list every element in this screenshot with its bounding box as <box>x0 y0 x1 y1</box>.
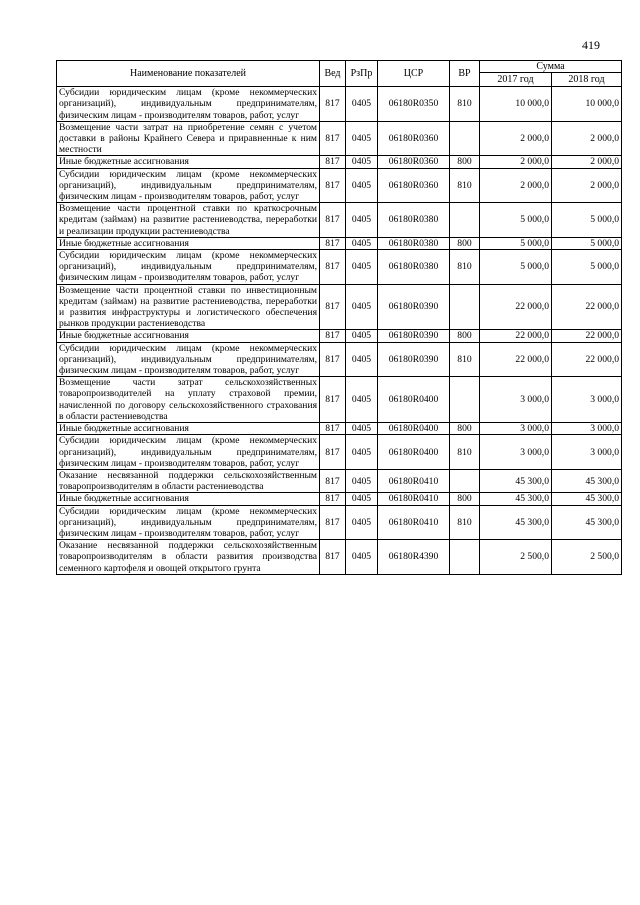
cell-rzpr: 0405 <box>346 540 378 575</box>
cell-ved: 817 <box>320 469 346 492</box>
cell-vr: 810 <box>450 250 480 285</box>
cell-rzpr: 0405 <box>346 121 378 156</box>
cell-rzpr: 0405 <box>346 156 378 168</box>
cell-ved: 817 <box>320 342 346 377</box>
cell-rzpr: 0405 <box>346 505 378 540</box>
cell-ved: 817 <box>320 423 346 435</box>
cell-csr: 06180R0360 <box>378 156 450 168</box>
cell-s2018: 2 500,0 <box>552 540 622 575</box>
cell-name: Оказание несвязанной поддержки сельскохозяйственным товаропроизводителям в области развития производства семенного картофеля и овощей открытого грунта <box>57 540 320 575</box>
cell-s2018: 10 000,0 <box>552 87 622 122</box>
cell-name: Возмещение части процентной ставки по инвестиционным кредитам (займам) на развитие растениеводства, переработки и развития инфраструктуры и логистического обеспечения рынков продукции растениеводства <box>57 284 320 330</box>
cell-name: Иные бюджетные ассигнования <box>57 237 320 249</box>
cell-ved: 817 <box>320 493 346 505</box>
cell-s2017: 10 000,0 <box>480 87 552 122</box>
header-rzpr: РзПр <box>346 61 378 87</box>
cell-name: Иные бюджетные ассигнования <box>57 156 320 168</box>
table-row <box>57 87 622 122</box>
cell-rzpr: 0405 <box>346 493 378 505</box>
cell-name: Возмещение части процентной ставки по краткосрочным кредитам (займам) на развитие растениеводства, переработки и реализации продукции растениеводства <box>57 203 320 238</box>
cell-name: Субсидии юридическим лицам (кроме некоммерческих организаций), индивидуальным предпринимателям, физическим лицам - производителям товаров, работ, услуг <box>57 505 320 540</box>
cell-ved: 817 <box>320 121 346 156</box>
cell-csr: 06180R0410 <box>378 469 450 492</box>
table-row <box>57 423 622 435</box>
table-row <box>57 540 622 575</box>
cell-s2017: 3 000,0 <box>480 423 552 435</box>
table-body <box>57 87 622 575</box>
header-sum: Сумма <box>480 61 622 73</box>
cell-name: Субсидии юридическим лицам (кроме некоммерческих организаций), индивидуальным предпринимателям, физическим лицам - производителям товаров, работ, услуг <box>57 435 320 470</box>
cell-ved: 817 <box>320 284 346 330</box>
cell-vr: 810 <box>450 505 480 540</box>
cell-rzpr: 0405 <box>346 377 378 423</box>
cell-ved: 817 <box>320 237 346 249</box>
cell-s2018: 45 300,0 <box>552 469 622 492</box>
cell-csr: 06180R0410 <box>378 505 450 540</box>
cell-s2017: 45 300,0 <box>480 493 552 505</box>
cell-s2017: 22 000,0 <box>480 342 552 377</box>
cell-vr: 810 <box>450 87 480 122</box>
cell-csr: 06180R0380 <box>378 237 450 249</box>
cell-s2018: 5 000,0 <box>552 237 622 249</box>
cell-vr: 800 <box>450 156 480 168</box>
cell-name: Оказание несвязанной поддержки сельскохозяйственным товаропроизводителям в области растениеводства <box>57 469 320 492</box>
table-row <box>57 435 622 470</box>
cell-s2017: 3 000,0 <box>480 435 552 470</box>
cell-vr <box>450 203 480 238</box>
table-row <box>57 469 622 492</box>
cell-vr: 800 <box>450 493 480 505</box>
cell-vr: 800 <box>450 330 480 342</box>
cell-s2017: 45 300,0 <box>480 505 552 540</box>
header-2017: 2017 год <box>480 73 552 87</box>
cell-s2017: 2 500,0 <box>480 540 552 575</box>
cell-csr: 06180R0350 <box>378 87 450 122</box>
cell-name: Субсидии юридическим лицам (кроме некоммерческих организаций), индивидуальным предпринимателям, физическим лицам - производителям товаров, работ, услуг <box>57 87 320 122</box>
cell-name: Возмещение части затрат на приобретение семян с учетом доставки в районы Крайнего Севера и приравненные к ним местности <box>57 121 320 156</box>
cell-s2018: 3 000,0 <box>552 423 622 435</box>
cell-s2018: 2 000,0 <box>552 156 622 168</box>
budget-table <box>56 60 622 575</box>
cell-s2018: 22 000,0 <box>552 342 622 377</box>
cell-rzpr: 0405 <box>346 423 378 435</box>
cell-s2017: 45 300,0 <box>480 469 552 492</box>
cell-s2018: 45 300,0 <box>552 505 622 540</box>
cell-rzpr: 0405 <box>346 284 378 330</box>
cell-ved: 817 <box>320 250 346 285</box>
table-row <box>57 156 622 168</box>
cell-rzpr: 0405 <box>346 435 378 470</box>
header-csr: ЦСР <box>378 61 450 87</box>
header-2018: 2018 год <box>552 73 622 87</box>
cell-s2018: 22 000,0 <box>552 330 622 342</box>
cell-s2017: 5 000,0 <box>480 250 552 285</box>
header-vr: ВР <box>450 61 480 87</box>
cell-csr: 06180R0400 <box>378 423 450 435</box>
cell-s2018: 45 300,0 <box>552 493 622 505</box>
table-row <box>57 377 622 423</box>
cell-rzpr: 0405 <box>346 342 378 377</box>
page-number: 419 <box>582 38 600 52</box>
table-row <box>57 330 622 342</box>
cell-vr: 810 <box>450 435 480 470</box>
cell-s2017: 5 000,0 <box>480 203 552 238</box>
cell-name: Субсидии юридическим лицам (кроме некоммерческих организаций), индивидуальным предпринимателям, физическим лицам - производителям товаров, работ, услуг <box>57 250 320 285</box>
cell-s2017: 2 000,0 <box>480 168 552 203</box>
cell-s2017: 22 000,0 <box>480 330 552 342</box>
cell-ved: 817 <box>320 156 346 168</box>
cell-vr <box>450 540 480 575</box>
cell-ved: 817 <box>320 505 346 540</box>
table-row <box>57 168 622 203</box>
cell-csr: 06180R0400 <box>378 377 450 423</box>
cell-name: Субсидии юридическим лицам (кроме некоммерческих организаций), индивидуальным предпринимателям, физическим лицам - производителям товаров, работ, услуг <box>57 342 320 377</box>
cell-name: Иные бюджетные ассигнования <box>57 423 320 435</box>
table-row <box>57 237 622 249</box>
cell-ved: 817 <box>320 168 346 203</box>
cell-csr: 06180R0400 <box>378 435 450 470</box>
cell-rzpr: 0405 <box>346 250 378 285</box>
cell-rzpr: 0405 <box>346 330 378 342</box>
table-row <box>57 493 622 505</box>
cell-rzpr: 0405 <box>346 469 378 492</box>
table-row <box>57 284 622 330</box>
cell-name: Иные бюджетные ассигнования <box>57 330 320 342</box>
cell-vr <box>450 284 480 330</box>
cell-vr: 800 <box>450 237 480 249</box>
cell-name: Субсидии юридическим лицам (кроме некоммерческих организаций), индивидуальным предпринимателям, физическим лицам - производителям товаров, работ, услуг <box>57 168 320 203</box>
cell-csr: 06180R0410 <box>378 493 450 505</box>
cell-vr <box>450 377 480 423</box>
cell-rzpr: 0405 <box>346 203 378 238</box>
cell-csr: 06180R0360 <box>378 168 450 203</box>
cell-ved: 817 <box>320 203 346 238</box>
cell-s2018: 3 000,0 <box>552 435 622 470</box>
cell-vr <box>450 121 480 156</box>
cell-ved: 817 <box>320 87 346 122</box>
cell-vr: 810 <box>450 342 480 377</box>
cell-s2018: 5 000,0 <box>552 203 622 238</box>
cell-csr: 06180R0380 <box>378 203 450 238</box>
table-row <box>57 121 622 156</box>
cell-name: Возмещение части затрат сельскохозяйственных товаропроизводителей на уплату страховой премии, начисленной по договору сельскохозяйственного страхования в области растениеводства <box>57 377 320 423</box>
cell-s2018: 2 000,0 <box>552 121 622 156</box>
cell-vr <box>450 469 480 492</box>
cell-s2018: 5 000,0 <box>552 250 622 285</box>
cell-s2017: 22 000,0 <box>480 284 552 330</box>
table-row <box>57 250 622 285</box>
cell-csr: 06180R4390 <box>378 540 450 575</box>
cell-vr: 800 <box>450 423 480 435</box>
table-row <box>57 342 622 377</box>
cell-s2017: 3 000,0 <box>480 377 552 423</box>
cell-rzpr: 0405 <box>346 168 378 203</box>
cell-s2017: 2 000,0 <box>480 121 552 156</box>
cell-csr: 06180R0390 <box>378 342 450 377</box>
cell-ved: 817 <box>320 377 346 423</box>
cell-ved: 817 <box>320 330 346 342</box>
cell-rzpr: 0405 <box>346 87 378 122</box>
cell-s2018: 3 000,0 <box>552 377 622 423</box>
cell-name: Иные бюджетные ассигнования <box>57 493 320 505</box>
cell-s2017: 2 000,0 <box>480 156 552 168</box>
cell-csr: 06180R0380 <box>378 250 450 285</box>
cell-csr: 06180R0390 <box>378 284 450 330</box>
cell-ved: 817 <box>320 540 346 575</box>
cell-rzpr: 0405 <box>346 237 378 249</box>
header-name: Наименование показателей <box>57 61 320 87</box>
cell-csr: 06180R0360 <box>378 121 450 156</box>
table-row <box>57 505 622 540</box>
header-ved: Вед <box>320 61 346 87</box>
cell-s2017: 5 000,0 <box>480 237 552 249</box>
table-row <box>57 203 622 238</box>
cell-s2018: 2 000,0 <box>552 168 622 203</box>
cell-s2018: 22 000,0 <box>552 284 622 330</box>
cell-vr: 810 <box>450 168 480 203</box>
cell-ved: 817 <box>320 435 346 470</box>
cell-csr: 06180R0390 <box>378 330 450 342</box>
